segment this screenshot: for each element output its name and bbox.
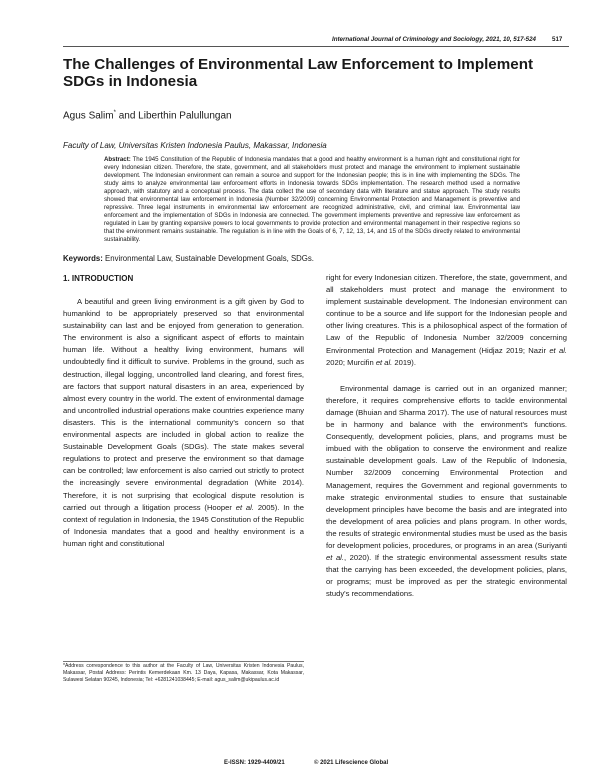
author-rest: and Liberthin Palullungan: [115, 110, 232, 122]
keywords-text: Environmental Law, Sustainable Development Goals, SDGs.: [105, 254, 314, 263]
affiliation: Faculty of Law, Universitas Kristen Indonesia Paulus, Makassar, Indonesia: [63, 141, 327, 150]
paragraph: A beautiful and green living environment is a gift given by God to humankind to be appropriately preserved so that environmental sustainability can last and be enjoyed from generation to generation. The environment is also a significant aspect of efforts to maintain human life. Without a healthy living environment, humans will undoubtedly find it difficult to survive. Problems in the ground, such as destruction, illegal logging, uncontrolled land clearing, and forest fires, are factors that support natural disasters in an area, experienced by almost every country in the world. The extent of environmental damage and uncontrolled industrial operations make countries experience many disasters. This is the international community's concern so that environmental aspects are included in global action to realize the Sustainable Development Goals (SDGs). The state makes several regulations to protect and preserve the environment so that damage can be controlled; law enforcement is also carried out strictly to protect the increasingly severe environmental degradation (White 2014). Therefore, it is not surprising that ecological dispute resolution is carried out through a litigation process (Hooper et al. 2005). In the context of regulation in Indonesia, the 1945 Constitution of the Republic of Indonesia mandates that a good and healthy environment is a human right and constitutional: [63, 297, 304, 548]
author-line: [63, 110, 232, 121]
body-column-right: [326, 272, 567, 600]
paragraph: Environmental damage is carried out in an organized manner; therefore, it requires comprehensive efforts to tackle environmental damage (Bhuian and Sharma 2017). The use of natural resources must be in harmony and balance with the environment's functions. Consequently, development policies, plans, and programs must be imbued with the obligation to conserve the environment and realize sustainable development goals. Law of the Republic of Indonesia, Number 32/2009 concerning Environmental Protection and Management, requires the Government and regional governments to make strategic environmental studies to ensure that sustainable development principles have become the basis and are integrated into the development of area policies and plans program. In other words, the results of strategic environmental studies must be used as the basis for development policies, procedures, or programs in an area (Suriyanti et al., 2020). If the strategic environmental assessment results state that the carrying has been exceeded, the development policies, plans, or programs; must be improved as per the strategic environmental study's recommendations.: [326, 383, 567, 599]
paragraph: right for every Indonesian citizen. Therefore, the state, government, and all stakeholders must protect and manage the environment to implement sustainable development. The Indonesian environment can continue to be a source and life support for the Indonesian people and other living creatures. This is a philosophical aspect of the formation of Law of the Republic of Indonesia Number 32/2009 concerning Environmental Protection and Management (Hidjaz 2019; Nazir et al. 2020; Murcifin et al. 2019).: [326, 273, 567, 367]
footnote-rule: [63, 661, 304, 662]
page-number: 517: [552, 36, 563, 43]
author-first: Agus Salim: [63, 110, 114, 122]
abstract: [104, 156, 520, 245]
keywords-label: Keywords:: [63, 254, 103, 263]
copyright: © 2021 Lifescience Global: [314, 760, 389, 766]
corresponding-mark: *: [113, 110, 116, 116]
abstract-label: Abstract:: [104, 156, 131, 163]
article-title: The Challenges of Environmental Law Enforcement to Implement SDGs in Indonesia: [63, 56, 534, 90]
correspondence-footnote: *Address correspondence to this author at the Faculty of Law, Universitas Kristen Indonesia Paulus, Makassar, Postal Address: Perintis Kemerdekaan Km. 13 Daya, Kapasa, Makassar, Kota Makassar, Sulawesi Selatan 90245, Indonesia; Tel: +6281241038445; E-mail: agus_salim@ukipaulus.ac.id: [63, 663, 304, 684]
header-rule: [63, 46, 569, 47]
keywords: [63, 254, 314, 263]
eissn: E-ISSN: 1929-4409/21: [224, 760, 285, 766]
section-heading-introduction: 1. INTRODUCTION: [63, 274, 134, 283]
running-head: International Journal of Criminology and Sociology, 2021, 10, 517-524: [331, 36, 536, 43]
abstract-text: The 1945 Constitution of the Republic of Indonesia mandates that a good and healthy environment is a human right and constitutional right for every Indonesian citizen. Therefore, the state, government, and all stakeholders must protect and manage the environment to implement sustainable development. The Indonesian environment can remain a source and support for the Indonesian people; this is in line with implementing the SDGs. The study aims to analyze environmental law enforcement efforts in Indonesia towards SDGs implementation. The research method used a normative approach, with statutory and a conceptual process. The data collect the use of secondary data with literature and statue approach. The study results showed that environmental law enforcement in Indonesia (Number 32/2009) concerning Environmental Protection and Management is preventive and repressive. Three legal instruments in environmental law enforcement are recognized administrative, civil, and criminal law. Environmental law enforcement and the implementation of SDGs in Indonesia are connected. The government implements preventive and repressive law enforcement as regulated in Law by granting expansive powers to local governments to provide protection and environmental management in their respective regions so that the environment remains sustainable. The regulation is in line with the Goals of 6, 7, 12, 13, 14, and 15 of the SDGs directly related to environmental sustainability.: [104, 156, 520, 244]
body-column-left: [63, 296, 304, 550]
